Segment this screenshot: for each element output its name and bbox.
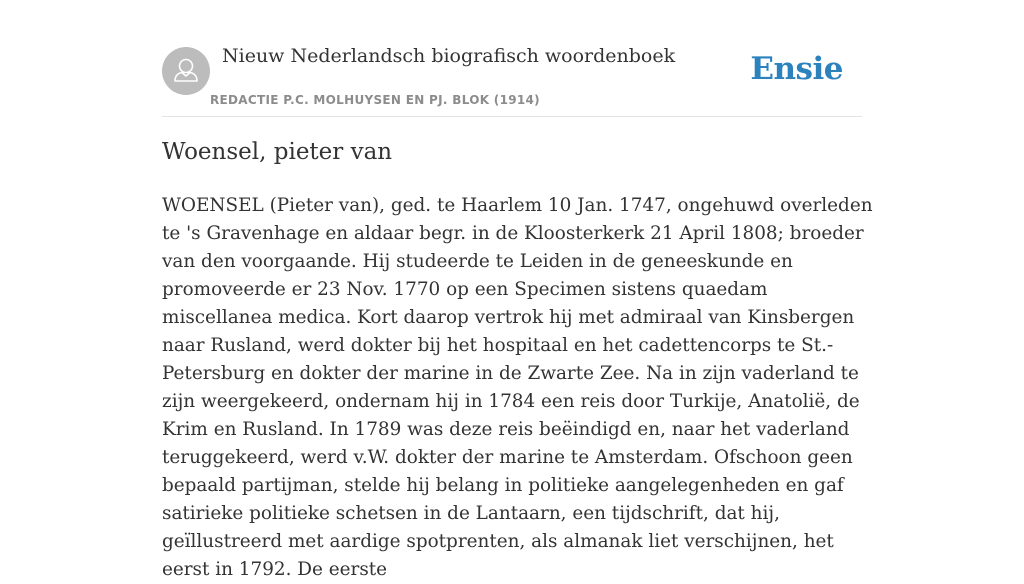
source-title[interactable]: Nieuw Nederlandsch biografisch woordenboek xyxy=(222,45,676,67)
source-header xyxy=(162,42,862,117)
source-editors: REDACTIE P.C. MOLHUYSEN EN PJ. BLOK (1914) xyxy=(210,93,540,107)
avatar[interactable] xyxy=(162,47,210,95)
entry-title: Woensel, pieter van xyxy=(162,139,393,165)
user-icon xyxy=(162,47,210,95)
brand-logo[interactable]: Ensie xyxy=(750,51,843,87)
entry-body: WOENSEL (Pieter van), ged. te Haarlem 10 Jan. 1747, ongehuwd overleden te 's Gravenhage en aldaar begr. in de Kloosterkerk 21 April 1808; broeder van den voorgaande. Hij studeerde te Leiden in de geneeskunde en promoveerde er 23 Nov. 1770 op een Specimen sistens quaedam miscellanea medica. Kort daarop vertrok hij met admiraal van Kinsbergen naar Rusland, werd dokter bij het hospitaal en het cadettencorps te St.-Petersburg en dokter der marine in de Zwarte Zee. Na in zijn vaderland te zijn weergekeerd, ondernam hij in 1784 een reis door Turkije, Anatolië, de Krim en Rusland. In 1789 was deze reis beëindigd en, naar het vaderland teruggekeerd, werd v.W. dokter der marine te Amsterdam. Ofschoon geen bepaald partijman, stelde hij belang in politieke aangelegenheden en gaf satirieke politieke schetsen in de Lantaarn, een tijdschrift, dat hij, geïllustreerd met aardige spotprenten, als almanak liet verschijnen, het eerst in 1792. De eerste xyxy=(162,195,873,580)
